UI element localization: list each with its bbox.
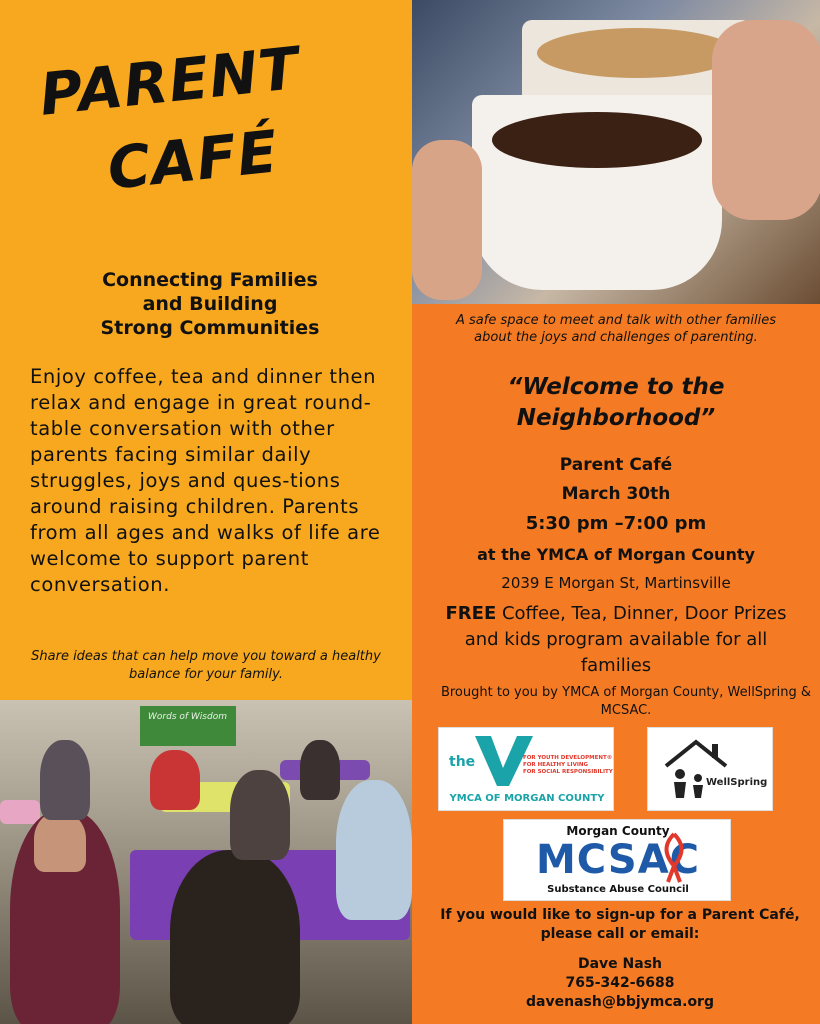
mcsac-logo [503,819,731,901]
ymca-tagline: FOR YOUTH DEVELOPMENT® [523,755,613,761]
house-icon [648,728,774,812]
wellspring-logo [647,727,773,811]
tagline-line: Strong Communities [100,317,320,339]
coffee-cups-photo [412,0,820,304]
free-offer-text [430,601,802,679]
event-name: Parent Café [559,455,673,475]
ymca-tagline: FOR HEALTHY LIVING [523,762,589,768]
event-title-line2: CAFÉ [104,117,282,203]
mcsac-top: Morgan County [566,824,670,838]
tagline-line: Connecting Families [102,269,318,291]
contact-name: Dave Nash [577,956,663,972]
contact-info [440,955,800,1012]
tagline-line: and Building [142,293,278,315]
mcsac-acronym: MCSAC [535,837,701,883]
ymca-logo [438,727,614,811]
description-text: Enjoy coffee, tea and dinner then relax and engage in great round-table conversation with other parents facing similar daily struggles, joys and ques-tions around raising children. Parents from all ages and walks of life are welcome to support parent conversation. [30,365,381,596]
free-details: Coffee, Tea, Dinner, Door Prizes and kids program available for all families [464,603,787,676]
free-word: FREE [445,603,497,624]
ymca-tagline: FOR SOCIAL RESPONSIBILITY [523,769,613,775]
wellspring-name: WellSpring [706,777,768,788]
tagline [40,268,380,340]
contact-phone[interactable]: 765-342-6688 [565,975,675,991]
sponsors-text: Brought to you by YMCA of Morgan County, WellSpring & MCSAC. [440,685,812,718]
event-time: 5:30 pm –7:00 pm [525,513,707,534]
ymca-the: the [449,754,476,770]
event-title-line1: PARENT [36,33,303,129]
event-venue: at the YMCA of Morgan County [477,545,755,564]
share-ideas-text: Share ideas that can help move you toward a healthy balance for your family. [31,649,381,682]
banner-text: Words of Wisdom [148,712,227,722]
contact-email[interactable]: davenash@bbjymca.org [526,994,714,1010]
welcome-heading: “Welcome to the Neighborhood” [507,374,725,431]
event-address: 2039 E Morgan St, Martinsville [501,574,731,592]
mcsac-bottom: Substance Abuse Council [547,884,689,895]
signup-text: If you would like to sign-up for a Parent Café, please call or email: [440,907,800,942]
parents-meeting-photo [0,700,412,1024]
ymca-name: YMCA OF MORGAN COUNTY [449,793,605,804]
intro-text: A safe space to meet and talk with other families about the joys and challenges of parenting. [455,313,777,345]
event-date: March 30th [561,484,671,504]
left-panel [0,0,412,700]
banner [140,706,236,746]
